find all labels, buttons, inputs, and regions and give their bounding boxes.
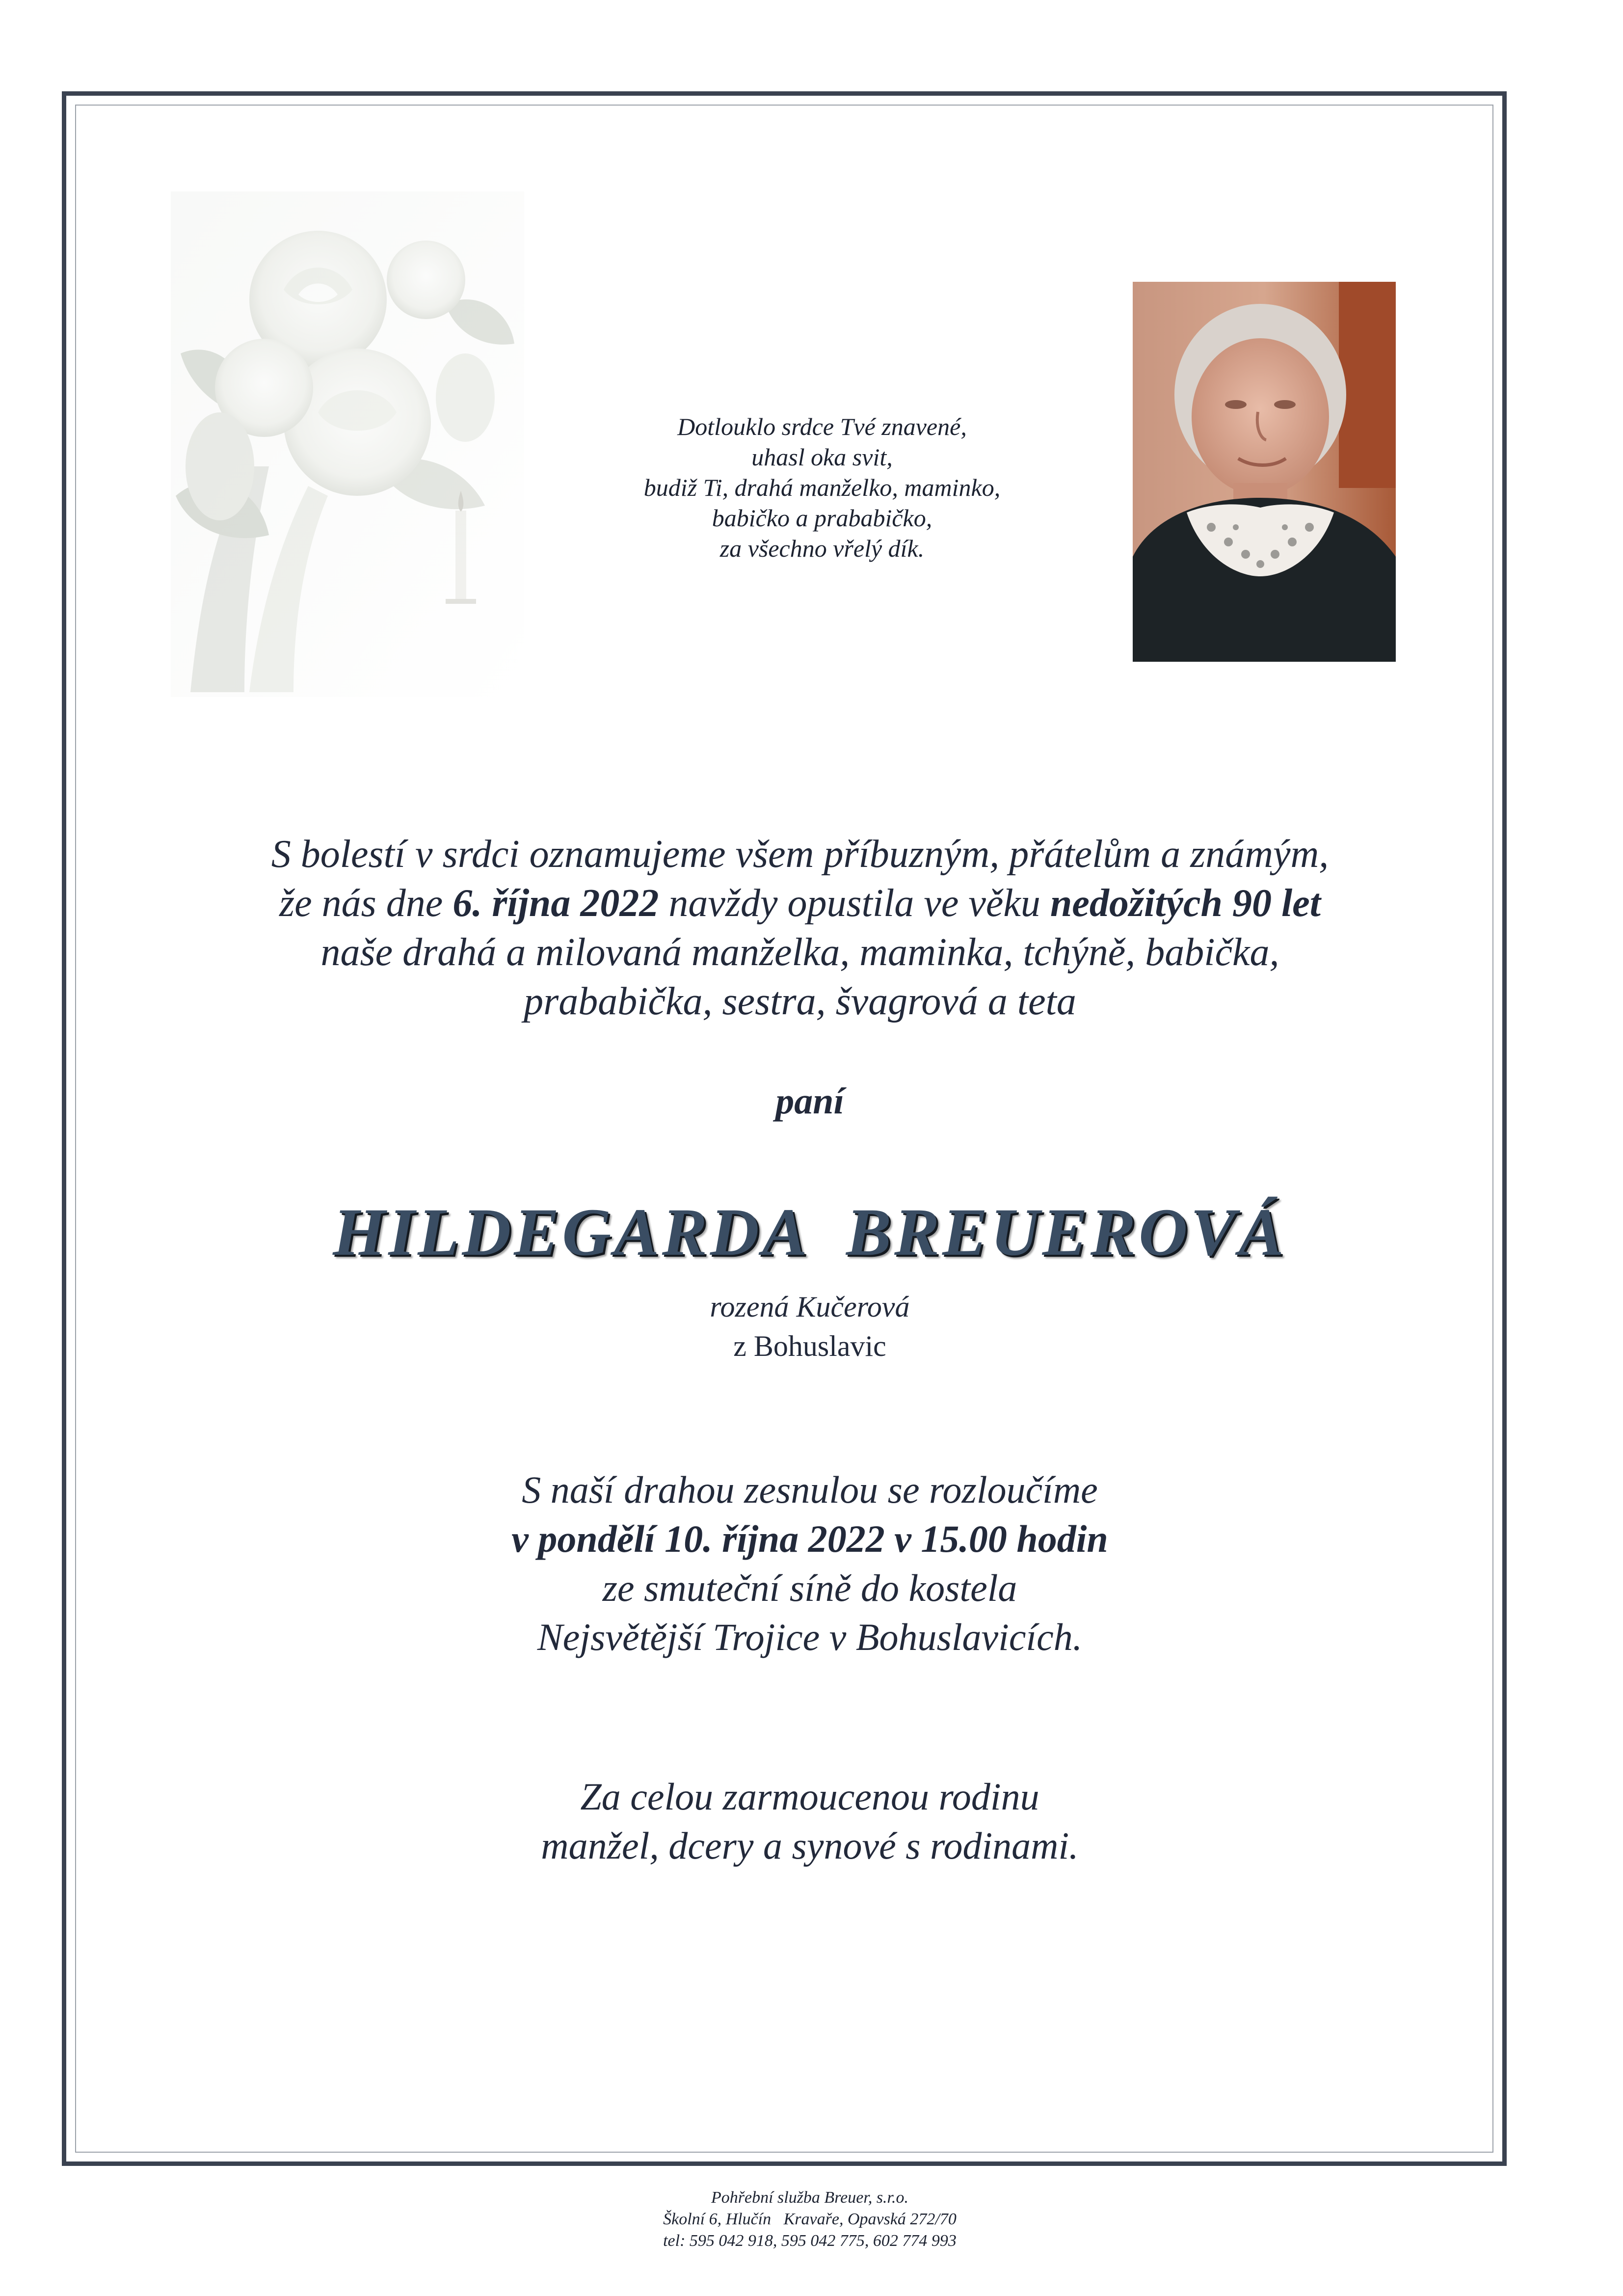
- maiden-name: rozená Kučerová: [710, 1291, 910, 1323]
- verse-line: Dotlouklo srdce Tvé znavené,: [677, 413, 967, 440]
- company-address: Školní 6, Hlučín Kravaře, Opavská 272/70: [663, 2210, 957, 2228]
- announcement-line: [162, 879, 1438, 928]
- verse-line: za všechno vřelý dík.: [719, 535, 925, 562]
- hometown: z Bohuslavic: [733, 1330, 886, 1362]
- announcement-text-part: že nás dne: [279, 882, 453, 925]
- company-name: Pohřební služba Breuer, s.r.o.: [711, 2188, 909, 2207]
- honorific-title: paní: [775, 1080, 844, 1122]
- verse-line: uhasl oka svit,: [751, 443, 893, 471]
- farewell-line: S naší drahou zesnulou se rozloučíme: [522, 1468, 1098, 1511]
- funeral-date-time: v pondělí 10. října 2022 v 15.00 hodin: [511, 1517, 1108, 1560]
- farewell-line: ze smuteční síně do kostela: [602, 1567, 1017, 1609]
- family-line: Za celou zarmoucenou rodinu: [580, 1775, 1039, 1818]
- farewell-info: [245, 1465, 1374, 1662]
- verse-line: budiž Ti, drahá manželko, maminko,: [643, 474, 1001, 501]
- announcement-text-part: navždy opustila ve věku: [659, 882, 1050, 925]
- funeral-service-footer: [491, 2187, 1129, 2252]
- family-line: manžel, dcery a synové s rodinami.: [541, 1824, 1079, 1867]
- verse-poem: [564, 411, 1080, 564]
- portrait-photo: [1133, 282, 1396, 662]
- deceased-name: HILDEGARDA BREUEROVÁ: [333, 1194, 1287, 1270]
- death-date: 6. října 2022: [452, 882, 659, 925]
- rose-flowers-decoration: [171, 191, 524, 697]
- farewell-line: Nejsvětější Trojice v Bohuslavicích.: [537, 1616, 1083, 1658]
- verse-line: babičko a prababičko,: [712, 504, 932, 532]
- age: nedožitých 90 let: [1050, 882, 1321, 925]
- announcement-line: S bolestí v srdci oznamujeme všem příbuzným, přátelům a známým,: [271, 833, 1329, 876]
- announcement-line: prababička, sestra, švagrová a teta: [524, 980, 1076, 1023]
- announcement-line: naše drahá a milovaná manželka, maminka, tchýně, babička,: [320, 931, 1279, 974]
- announcement-text: [162, 830, 1438, 1026]
- family-signature: [294, 1772, 1325, 1870]
- company-phones: tel: 595 042 918, 595 042 775, 602 774 993: [663, 2232, 957, 2250]
